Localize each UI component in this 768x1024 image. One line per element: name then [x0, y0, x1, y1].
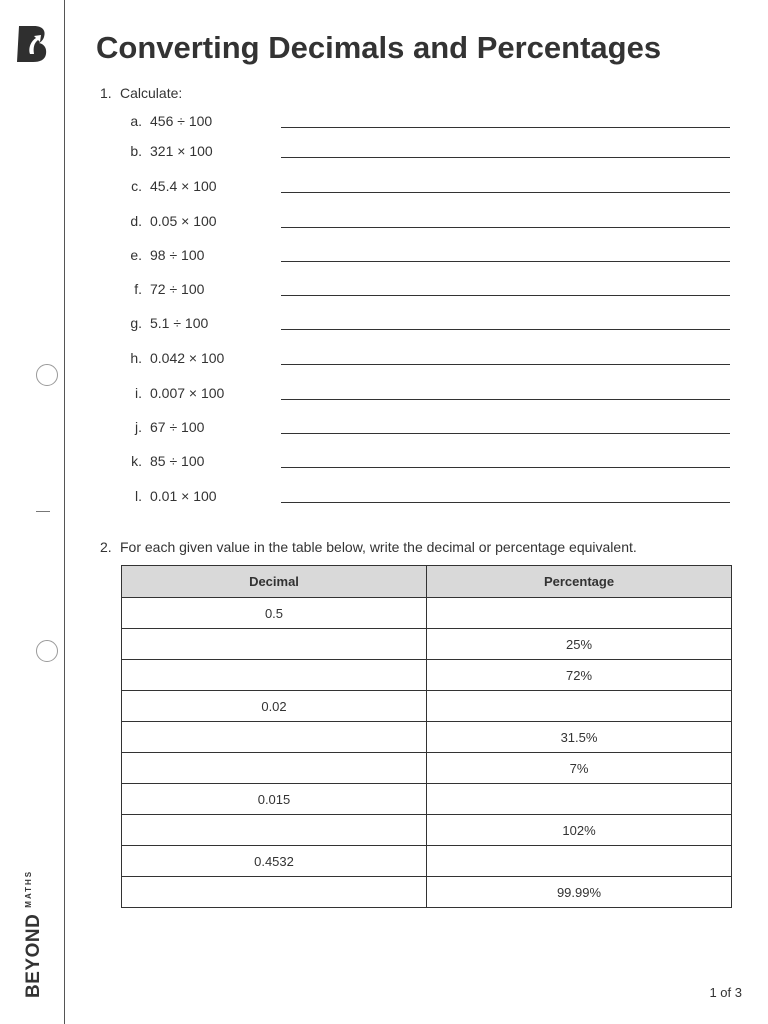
question-2-prompt	[100, 539, 637, 555]
decimal-cell[interactable]	[122, 660, 427, 691]
item-letter: d.	[130, 213, 142, 229]
answer-line[interactable]	[281, 467, 730, 468]
item-letter: e.	[130, 247, 142, 263]
item-expression: 321 × 100	[150, 143, 213, 159]
question-1-item-a	[120, 113, 732, 133]
question-1-item-k	[120, 453, 732, 473]
percentage-cell: 72%	[427, 660, 732, 691]
decimal-cell: 0.02	[122, 691, 427, 722]
decimal-cell[interactable]	[122, 629, 427, 660]
column-header-decimal: Decimal	[122, 566, 427, 598]
column-header-percentage: Percentage	[427, 566, 732, 598]
percentage-cell: 31.5%	[427, 722, 732, 753]
percentage-cell: 99.99%	[427, 877, 732, 908]
fold-mark	[36, 511, 50, 512]
answer-line[interactable]	[281, 329, 730, 330]
decimal-cell[interactable]	[122, 877, 427, 908]
decimal-cell[interactable]	[122, 722, 427, 753]
decimal-cell: 0.015	[122, 784, 427, 815]
question-1-item-l	[120, 488, 732, 508]
answer-line[interactable]	[281, 364, 730, 365]
table-row	[122, 598, 732, 629]
brand-name: BEYOND	[23, 913, 44, 998]
answer-line[interactable]	[281, 127, 730, 128]
binder-hole-top	[36, 364, 58, 386]
item-expression: 0.05 × 100	[150, 213, 217, 229]
item-expression: 85 ÷ 100	[150, 453, 205, 469]
answer-line[interactable]	[281, 192, 730, 193]
table-row	[122, 629, 732, 660]
page-title: Converting Decimals and Percentages	[96, 30, 662, 65]
question-2-number: 2.	[100, 539, 112, 555]
question-1-item-f	[120, 281, 732, 301]
table-row	[122, 877, 732, 908]
decimal-cell[interactable]	[122, 753, 427, 784]
question-1-item-e	[120, 247, 732, 267]
conversion-table	[121, 565, 732, 908]
table-row	[122, 660, 732, 691]
item-letter: k.	[131, 453, 142, 469]
item-expression: 67 ÷ 100	[150, 419, 205, 435]
item-letter: i.	[135, 385, 142, 401]
page-number: 1 of 3	[709, 985, 742, 1000]
table-row	[122, 815, 732, 846]
decimal-cell: 0.5	[122, 598, 427, 629]
answer-line[interactable]	[281, 261, 730, 262]
margin-line	[64, 0, 65, 1024]
answer-line[interactable]	[281, 502, 730, 503]
item-expression: 0.042 × 100	[150, 350, 225, 366]
table-row	[122, 846, 732, 877]
table-row	[122, 784, 732, 815]
item-expression: 45.4 × 100	[150, 178, 217, 194]
brand-wordmark	[23, 870, 45, 998]
question-2-text: For each given value in the table below, write the decimal or percentage equivalent.	[120, 539, 637, 555]
question-1-item-i	[120, 385, 732, 405]
percentage-cell: 25%	[427, 629, 732, 660]
item-expression: 72 ÷ 100	[150, 281, 205, 297]
item-letter: l.	[135, 488, 142, 504]
question-1-item-h	[120, 350, 732, 370]
item-letter: g.	[130, 315, 142, 331]
answer-line[interactable]	[281, 157, 730, 158]
item-letter: a.	[130, 113, 142, 129]
percentage-cell: 102%	[427, 815, 732, 846]
answer-line[interactable]	[281, 399, 730, 400]
item-letter: j.	[135, 419, 142, 435]
answer-line[interactable]	[281, 227, 730, 228]
question-1-item-b	[120, 143, 732, 163]
percentage-cell[interactable]	[427, 598, 732, 629]
table-row	[122, 691, 732, 722]
table-header-row	[122, 566, 732, 598]
decimal-cell[interactable]	[122, 815, 427, 846]
item-expression: 5.1 ÷ 100	[150, 315, 209, 331]
beyond-maths-logo-icon	[16, 24, 50, 64]
question-1-item-c	[120, 178, 732, 198]
answer-line[interactable]	[281, 295, 730, 296]
question-1-number: 1.	[100, 85, 112, 101]
question-1-prompt	[100, 85, 182, 101]
item-expression: 0.007 × 100	[150, 385, 225, 401]
item-letter: c.	[131, 178, 142, 194]
percentage-cell: 7%	[427, 753, 732, 784]
item-letter: b.	[130, 143, 142, 159]
percentage-cell[interactable]	[427, 691, 732, 722]
item-expression: 0.01 × 100	[150, 488, 217, 504]
item-letter: f.	[134, 281, 142, 297]
item-expression: 456 ÷ 100	[150, 113, 213, 129]
answer-line[interactable]	[281, 433, 730, 434]
decimal-cell: 0.4532	[122, 846, 427, 877]
item-letter: h.	[130, 350, 142, 366]
table-row	[122, 753, 732, 784]
percentage-cell[interactable]	[427, 784, 732, 815]
question-1-text: Calculate:	[120, 85, 183, 101]
binder-hole-bottom	[36, 640, 58, 662]
item-expression: 98 ÷ 100	[150, 247, 205, 263]
percentage-cell[interactable]	[427, 846, 732, 877]
question-1-item-j	[120, 419, 732, 439]
brand-subname: MATHS	[24, 869, 33, 908]
question-1-item-d	[120, 213, 732, 233]
table-row	[122, 722, 732, 753]
question-1-item-g	[120, 315, 732, 335]
